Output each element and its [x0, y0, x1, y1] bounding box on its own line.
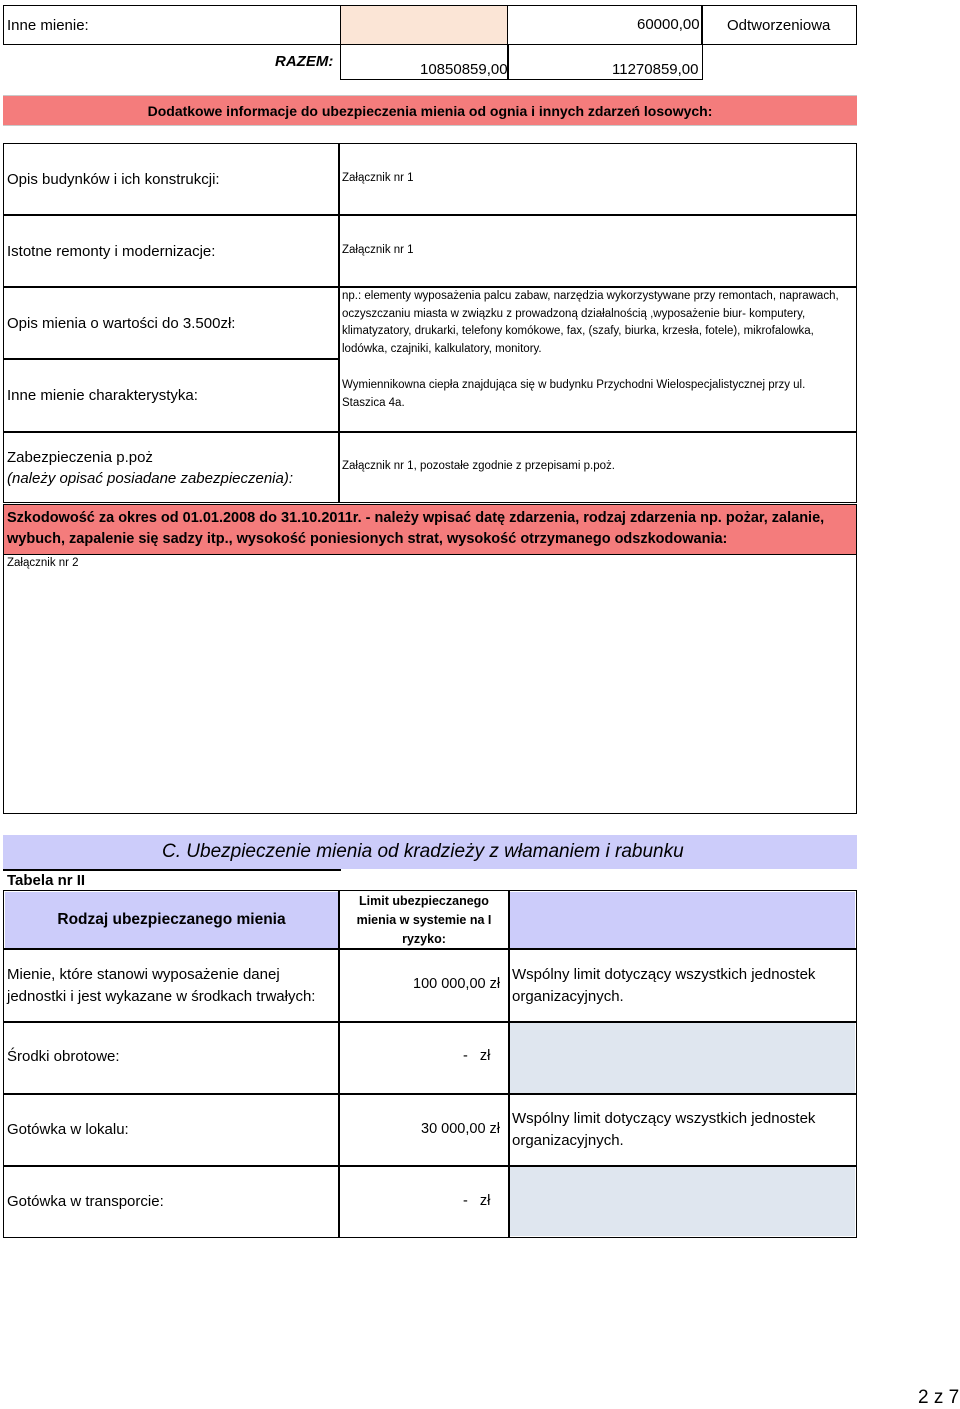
table-ii-row-amount: - zł: [463, 1048, 491, 1064]
table-ii-row-sep-3: [3, 1093, 857, 1095]
inne-mienie-empty-cell: [340, 6, 508, 44]
inne-mienie-label: Inne mienie:: [7, 17, 89, 34]
szkodowosc-header-line-2: wybuch, zapalenie się sadzy itp., wysokość poniesionych strat, wysokość otrzymanego odszkodowania:: [7, 531, 728, 547]
table-ii-row-sep-1: [3, 948, 857, 950]
table-ii-col-divider-1: [338, 890, 340, 1238]
razem-value-2: 11270859,00: [612, 61, 699, 78]
razem-label: RAZEM:: [275, 53, 334, 70]
table-ii-header-col2: [340, 892, 508, 948]
table-ii-label: Tabela nr II: [7, 872, 86, 889]
info-label-inne-mienie: Inne mienie charakterystyka:: [7, 387, 198, 404]
page-number: 2 z 7: [918, 1387, 960, 1408]
szkodowosc-header-line-1: Szkodowość za okres od 01.01.2008 do 31.10.2011r. - należy wpisać datę zdarzenia, rodzaj zdarzenia np. pożar, zalanie,: [7, 510, 825, 526]
table-ii-row-amount: - zł: [463, 1193, 491, 1209]
inne-mienie-type-divider: [701, 6, 703, 44]
section-c-title: C. Ubezpieczenie mienia od kradzieży z włamaniem i rabunku: [162, 841, 684, 862]
szkodowosc-value: Załącznik nr 2: [7, 557, 79, 569]
info-table-col-divider: [338, 143, 340, 503]
table-ii-row-sep-4: [3, 1165, 857, 1167]
szkodowosc-body: [3, 554, 857, 814]
dodatkowe-header-text: Dodatkowe informacje do ubezpieczenia mienia od ognia i innych zdarzeń losowych:: [147, 103, 713, 119]
table-ii-row-label: Gotówka w transporcie:: [7, 1193, 164, 1210]
zabezpieczenia-label-1: Zabezpieczenia p.poż: [7, 449, 153, 466]
table-ii-row4-note-cell: [510, 1166, 855, 1236]
info-value-opis-mienia: np.: elementy wyposażenia palcu zabaw, narzędzia wykorzystywane przy remontach, naprawach, oczyszczaniu miasta w związku z prowadzoną działalnością ,wyposażenie biur- komputery, klimatyzatory, drukarki, telefony komókowe, fax, (szafy, biurka, krzesła, fotele), mikrofalowka, lodówka, czajniki, kalkulatory, monitory.: [342, 290, 839, 355]
table-ii-row-label: Mienie, które stanowi wyposażenie danej jednostki i jest wykazane w środkach trwałych:: [7, 966, 316, 1005]
info-row-sep-4: [3, 431, 857, 433]
table-ii-row2-note-cell: [510, 1023, 855, 1093]
info-row-sep-3: [3, 358, 340, 360]
section-c-title-underline: [3, 869, 341, 871]
szkodowosc-header: [3, 504, 857, 555]
table-ii-row-note: Wspólny limit dotyczący wszystkich jednostek organizacyjnych.: [512, 966, 816, 1005]
info-label-opis-budynkow: Opis budynków i ich konstrukcji:: [7, 171, 220, 188]
zabezpieczenia-label-2: (należy opisać posiadane zabezpieczenia):: [7, 470, 294, 487]
table-ii-header-col1: [5, 892, 338, 948]
table-ii-row-sep-2: [3, 1021, 857, 1023]
info-label-opis-mienia: Opis mienia o wartości do 3.500zł:: [7, 315, 236, 332]
info-row-sep-1: [3, 214, 857, 216]
table-ii-row-label: Gotówka w lokalu:: [7, 1121, 129, 1138]
inne-mienie-type: Odtworzeniowa: [727, 17, 831, 34]
table-ii-row-amount: 100 000,00 zł: [413, 976, 501, 992]
zabezpieczenia-value: Załącznik nr 1, pozostałe zgodnie z przepisami p.poż.: [342, 460, 615, 472]
table-ii-row-amount: 30 000,00 zł: [421, 1121, 501, 1137]
info-value-opis-budynkow: Załącznik nr 1: [342, 172, 414, 184]
table-ii-header-col1-text: Rodzaj ubezpieczanego mienia: [57, 911, 286, 928]
info-label-remonty: Istotne remonty i modernizacje:: [7, 243, 216, 260]
table-ii-row-label: Środki obrotowe:: [7, 1048, 120, 1065]
info-value-inne-mienie: Wymiennikowna ciepła znajdująca się w budynku Przychodni Wielospecjalistycznej przy ul. Staszica 4a.: [342, 379, 806, 409]
dodatkowe-header: [3, 95, 857, 126]
table-ii-col-divider-2: [508, 890, 510, 1238]
info-value-remonty: Załącznik nr 1: [342, 244, 414, 256]
razem-value-1: 10850859,00: [420, 61, 508, 78]
inne-mienie-value: 60000,00: [637, 16, 700, 33]
table-ii-header-col2-text: Limit ubezpieczanego mienia w systemie na I ryzyko:: [356, 894, 492, 946]
table-ii-row-note: Wspólny limit dotyczący wszystkich jednostek organizacyjnych.: [512, 1110, 816, 1149]
table-ii-header-col3: [510, 892, 855, 948]
